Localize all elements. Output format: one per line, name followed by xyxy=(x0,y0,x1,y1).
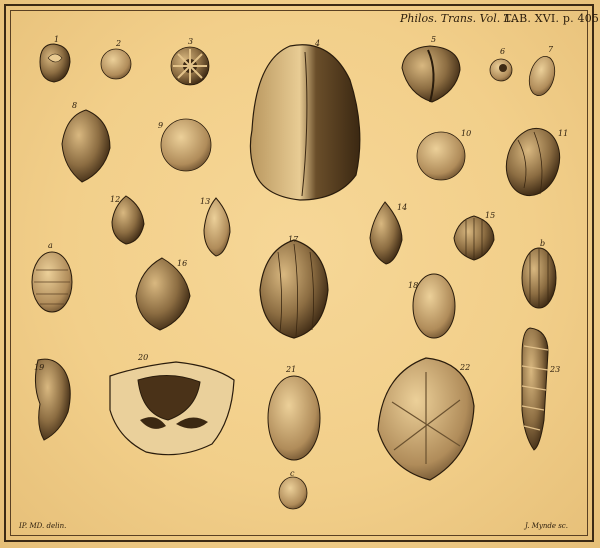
label-11: 11 xyxy=(558,129,569,138)
label-16: 16 xyxy=(177,259,188,268)
label-1: 1 xyxy=(54,35,60,44)
label-13: 13 xyxy=(200,197,211,206)
label-15: 15 xyxy=(485,211,496,220)
fossil-8 xyxy=(62,110,110,182)
fossil-1 xyxy=(40,44,70,82)
fossil-5 xyxy=(402,46,460,102)
fossil-3 xyxy=(171,47,209,85)
label-19: 19 xyxy=(34,363,45,372)
label-18: 18 xyxy=(408,281,419,290)
journal-title: Philos. Trans. Vol. L. xyxy=(400,12,515,25)
label-10: 10 xyxy=(461,129,472,138)
label-21: 21 xyxy=(286,365,297,374)
fossil-2 xyxy=(101,49,131,79)
fossil-18 xyxy=(413,274,455,338)
fossil-c xyxy=(279,477,307,509)
fossil-9 xyxy=(161,119,211,171)
fossil-10 xyxy=(417,132,465,180)
fossil-15 xyxy=(454,216,494,260)
label-23: 23 xyxy=(550,365,561,374)
label-7: 7 xyxy=(548,45,554,54)
label-20: 20 xyxy=(138,353,149,362)
label-14: 14 xyxy=(397,203,408,212)
label-b: b xyxy=(540,239,546,248)
label-17: 17 xyxy=(288,235,299,244)
delineator-credit: IP. MD. delin. xyxy=(19,522,67,530)
label-4: 4 xyxy=(315,39,321,48)
label-3: 3 xyxy=(188,37,194,46)
fossil-a xyxy=(32,252,72,312)
label-c: c xyxy=(290,469,295,478)
fossil-20 xyxy=(110,362,234,455)
fossil-16 xyxy=(136,258,190,330)
fossil-21 xyxy=(268,376,320,460)
fossil-11 xyxy=(499,122,567,201)
label-12: 12 xyxy=(110,195,121,204)
label-9: 9 xyxy=(158,121,164,130)
engraver-credit: J. Mynde sc. xyxy=(525,522,568,530)
label-5: 5 xyxy=(431,35,437,44)
label-a: a xyxy=(48,241,53,250)
label-22: 22 xyxy=(460,363,471,372)
label-2: 2 xyxy=(116,39,122,48)
fossil-22 xyxy=(378,358,474,480)
label-8: 8 xyxy=(72,101,78,110)
fossil-13 xyxy=(204,198,230,256)
label-6: 6 xyxy=(500,47,506,56)
fossil-4 xyxy=(250,45,359,200)
fossil-6 xyxy=(490,59,512,81)
fossil-b xyxy=(522,248,556,308)
plate-number: TAB. XVI. p. 405 xyxy=(504,12,600,25)
fossil-23 xyxy=(522,328,548,450)
fossil-7 xyxy=(525,54,559,99)
fossil-17 xyxy=(260,240,328,338)
